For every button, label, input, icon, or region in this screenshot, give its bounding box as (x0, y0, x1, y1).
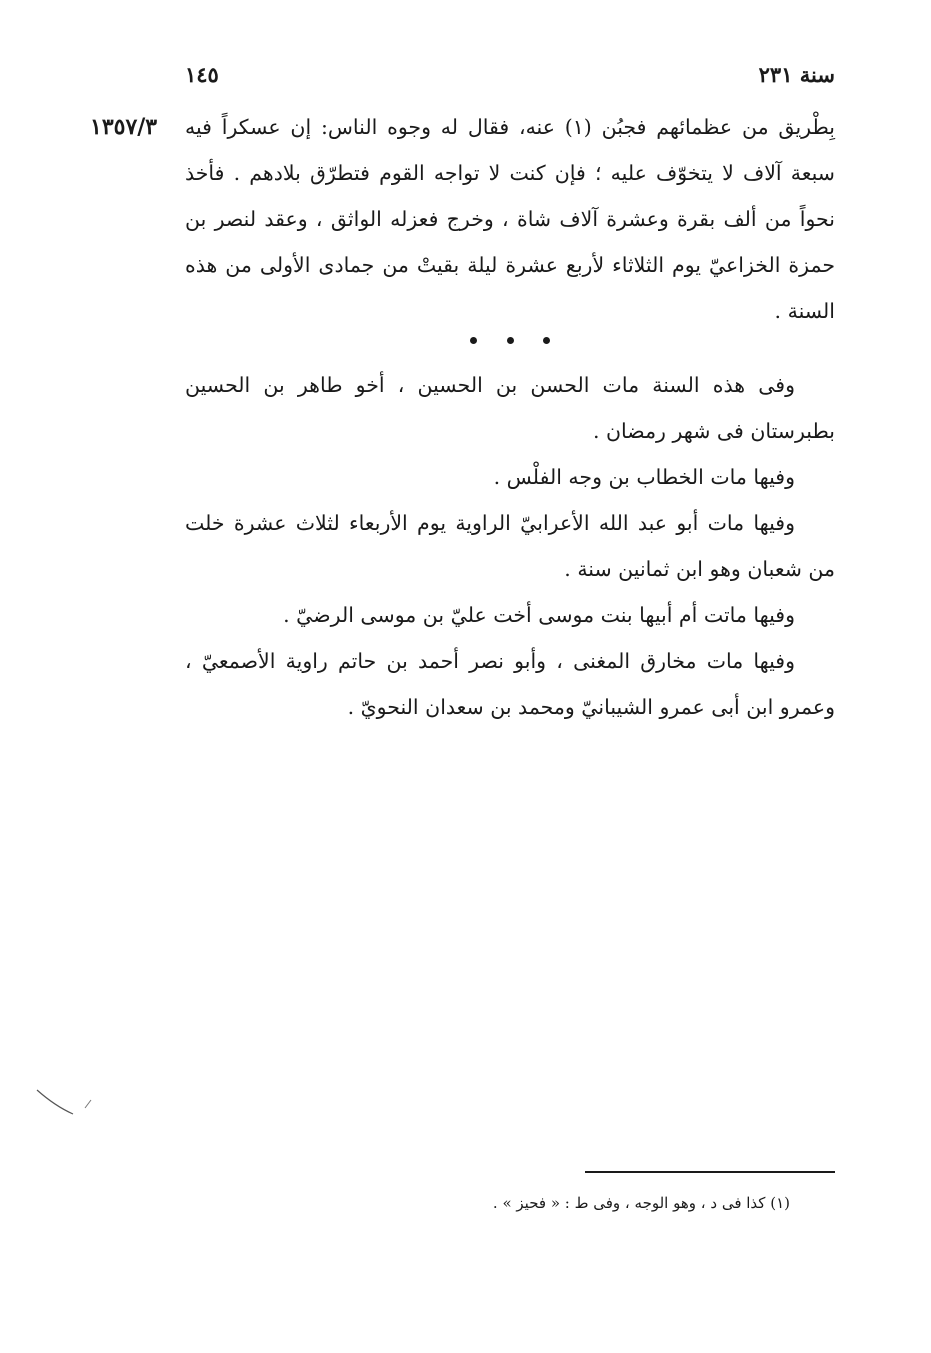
footnote: (١) كذا فى د ، وهو الوجه ، وفى ط : « فحيز » . (492, 1194, 790, 1212)
page-header (185, 62, 835, 98)
year-label: سنة ٢٣١ (758, 62, 835, 87)
section-separator (470, 325, 550, 355)
footnote-rule (585, 1171, 835, 1173)
main-text-bottom (185, 362, 835, 730)
paragraph: وفيها مات الخطاب بن وجه الفلْس . (493, 465, 795, 489)
separator-dot (543, 337, 550, 344)
pencil-mark (35, 1088, 95, 1118)
page-number: ١٤٥ (185, 62, 219, 87)
paragraph: وفيها ماتت أم أبيها بنت موسى أخت عليّ بن موسى الرضيّ . (283, 603, 795, 627)
separator-dot (470, 337, 477, 344)
paragraph: وفيها مات أبو عبد الله الأعرابيّ الراوية يوم الأربعاء لثلاث عشرة خلت من شعبان وهو ابن ثمانين سنة . (185, 511, 835, 581)
margin-date: ١٣٥٧/٣ (90, 114, 158, 140)
separator-dot (507, 337, 514, 344)
main-text-top (185, 104, 835, 334)
paragraph: وفى هذه السنة مات الحسن بن الحسين ، أخو طاهر بن الحسين بطبرستان فى شهر رمضان . (185, 373, 835, 443)
paragraph: وفيها مات مخارق المغنى ، وأبو نصر أحمد بن حاتم راوية الأصمعيّ ، وعمرو ابن أبى عمرو الشيبانيّ ومحمد بن سعدان النحويّ . (185, 649, 835, 719)
paragraph: بِطْريق من عظمائهم فجبُن (١) عنه، فقال له وجوه الناس: إن عسكراً فيه سبعة آلاف لا يتخوّف عليه ؛ فإن كنت لا تواجه القوم فتطرّق بلادهم . فأخذ نحواً من ألف بقرة وعشرة آلاف شاة ، وخرج فعزله الواثق ، وعقد لنصر بن حمزة الخزاعيّ يوم الثلاثاء لأربع عشرة ليلة بقيتْ من جمادى الأولى من هذه السنة . (185, 115, 835, 323)
